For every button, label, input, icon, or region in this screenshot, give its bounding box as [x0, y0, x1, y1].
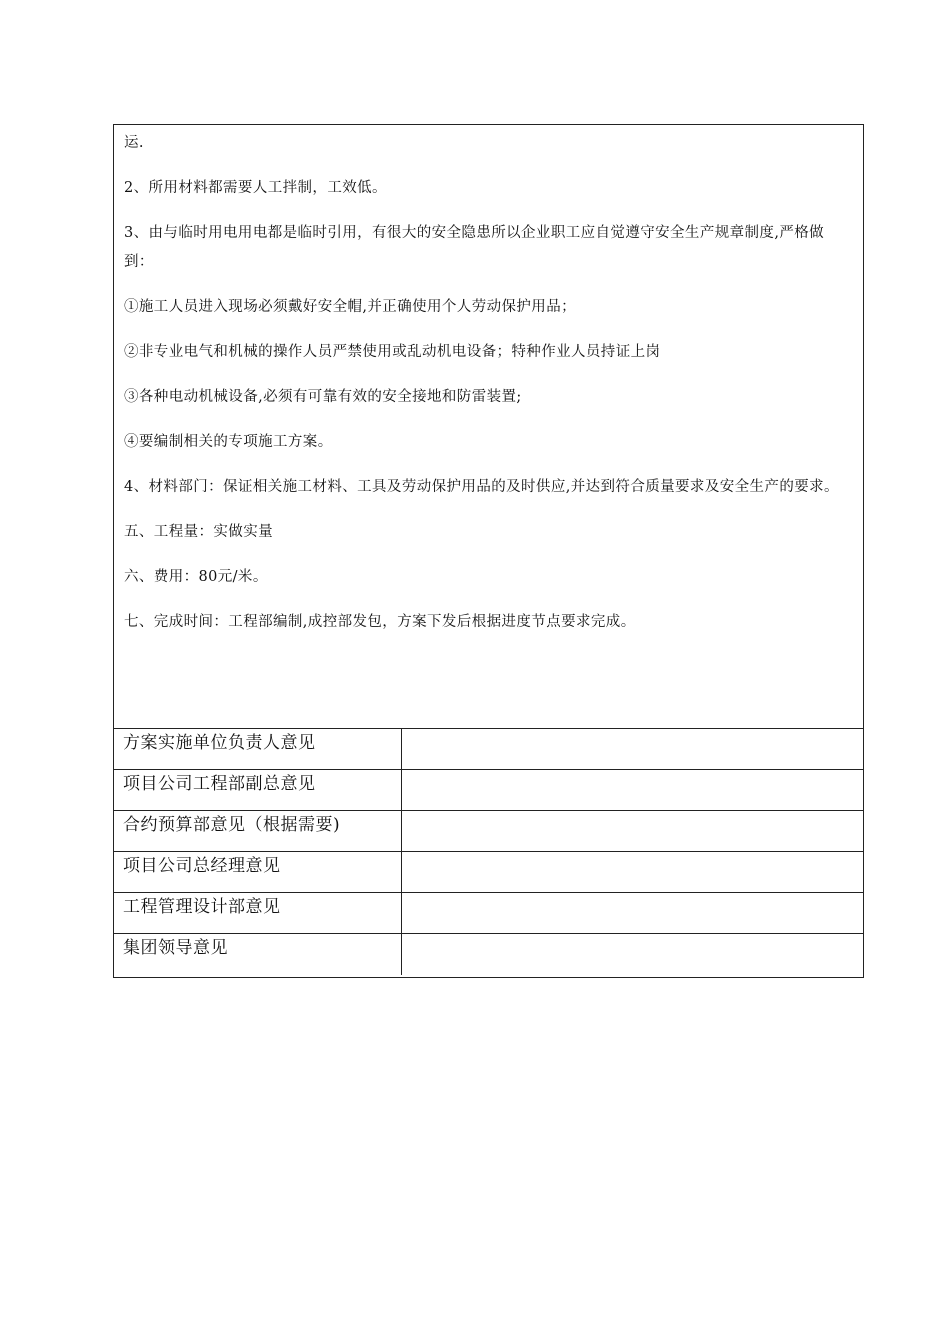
paragraph-item-4: 4、材料部门：保证相关施工材料、工具及劳动保护用品的及时供应,并达到符合质量要求及安全生产的要求。	[124, 479, 839, 495]
approval-value	[401, 852, 863, 893]
approval-value	[401, 729, 863, 770]
approval-label: 合约预算部意见（根据需要)	[114, 811, 401, 852]
table-row	[114, 729, 863, 770]
approval-table	[114, 728, 863, 975]
section-quantity: 五、工程量：实做实量	[124, 524, 273, 540]
approval-value	[401, 811, 863, 852]
approval-value	[401, 893, 863, 934]
section-completion-time: 七、完成时间：工程部编制,成控部发包，方案下发后根据进度节点要求完成。	[124, 614, 636, 630]
table-row	[114, 893, 863, 934]
approval-label: 集团领导意见	[114, 934, 401, 975]
document-frame	[113, 124, 864, 978]
approval-label: 项目公司工程部副总意见	[114, 770, 401, 811]
table-row	[114, 811, 863, 852]
paragraph-item-3: 3、由与临时用电用电都是临时引用，有很大的安全隐患所以企业职工应自觉遵守安全生产规章制度,严格做到：	[124, 225, 825, 270]
approval-value	[401, 770, 863, 811]
approval-label: 方案实施单位负责人意见	[114, 729, 401, 770]
approval-label: 工程管理设计部意见	[114, 893, 401, 934]
table-row	[114, 852, 863, 893]
paragraph-sub-4: ④要编制相关的专项施工方案。	[124, 434, 333, 450]
table-row	[114, 770, 863, 811]
paragraph-sub-3: ③各种电动机械设备,必须有可靠有效的安全接地和防雷装置;	[124, 389, 522, 405]
paragraph-sub-2: ②非专业电气和机械的操作人员严禁使用或乱动机电设备；特种作业人员持证上岗	[124, 344, 661, 360]
paragraph-item-2: 2、所用材料都需要人工拌制，工效低。	[124, 180, 387, 196]
table-row	[114, 934, 863, 975]
approval-label: 项目公司总经理意见	[114, 852, 401, 893]
content-cell	[114, 125, 863, 728]
approval-value	[401, 934, 863, 975]
paragraph-sub-1: ①施工人员进入现场必须戴好安全帽,并正确使用个人劳动保护用品；	[124, 299, 577, 315]
section-cost: 六、费用：80元/米。	[124, 569, 268, 585]
paragraph-continuation: 运.	[124, 135, 144, 151]
